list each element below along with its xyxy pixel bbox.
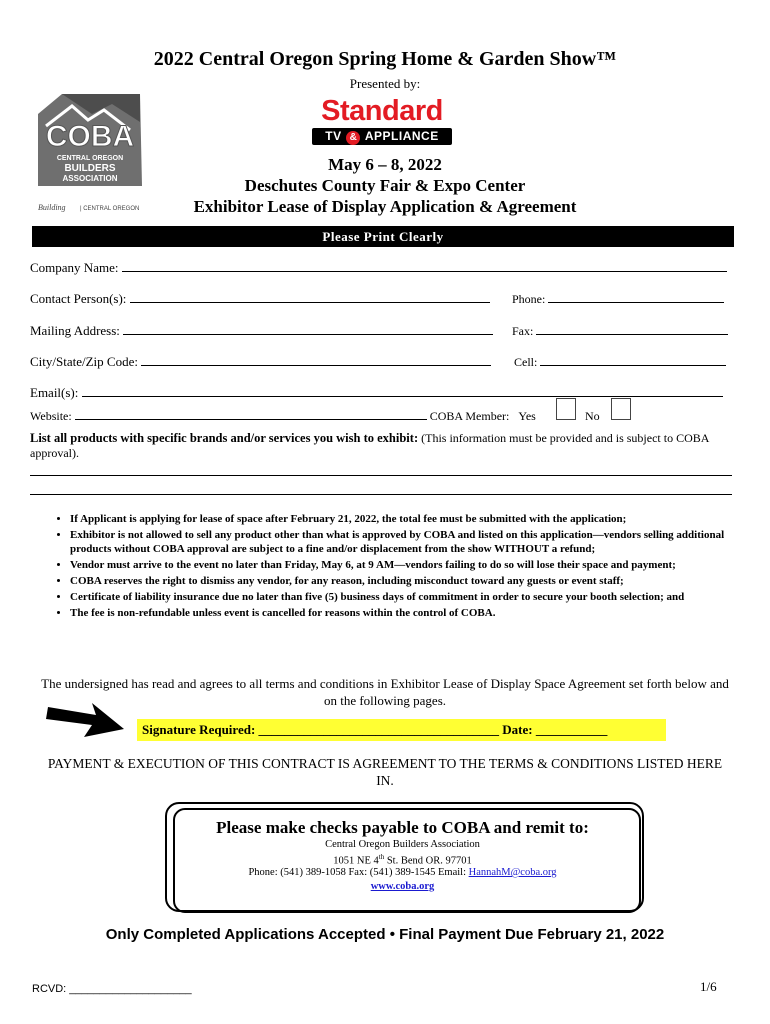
svg-text:| CENTRAL OREGON: | CENTRAL OREGON: [80, 206, 140, 212]
mailing-row: [30, 323, 493, 339]
term-item: • The fee is non-refundable unless event is cancelled for reasons within the control of COBA.: [70, 606, 738, 621]
products-line-2[interactable]: [30, 494, 732, 495]
address-city: St. Bend OR. 97701: [384, 855, 472, 867]
fax-row: [512, 323, 728, 339]
coba-member-label: COBA Member:: [429, 409, 510, 423]
remit-email-link[interactable]: HannahM@coba.org: [468, 867, 557, 878]
standard-tv-appliance-logo: [308, 96, 456, 145]
company-name-label: Company Name:: [30, 260, 119, 275]
member-no-label: No: [585, 409, 600, 423]
phone-field[interactable]: [548, 291, 724, 303]
standard-wordmark: Standard: [321, 95, 443, 127]
arrow-right-icon: [46, 693, 126, 743]
page-number: 1/6: [700, 979, 717, 994]
products-heading: List all products with specific brands and/or services you wish to exhibit:: [30, 431, 419, 445]
presented-by: Presented by:: [349, 76, 421, 91]
address-suffix: th: [378, 853, 385, 861]
signature-row: [137, 719, 666, 741]
website-field[interactable]: [75, 408, 427, 420]
member-yes-checkbox[interactable]: [556, 398, 576, 420]
appliance-text: APPLIANCE: [364, 129, 439, 143]
city-row: [30, 354, 491, 370]
payment-notice: PAYMENT & EXECUTION OF THIS CONTRACT IS AGREEMENT TO THE TERMS & CONDITIONS LISTED HERE IN.: [47, 756, 723, 788]
remit-title: Please make checks payable to COBA and remit to:: [216, 818, 589, 837]
remit-contact: [165, 867, 640, 878]
products-note: (This information must be provided and is subject to COBA approval).: [30, 431, 709, 460]
svg-text:COBA: COBA: [45, 120, 135, 153]
phone-row: [512, 291, 724, 307]
city-field[interactable]: [141, 354, 491, 366]
signature-field[interactable]: _____________________________________: [258, 722, 500, 737]
fax-label: Fax:: [512, 324, 534, 338]
member-no-checkbox[interactable]: [611, 398, 631, 420]
print-clearly-bar: Please Print Clearly: [32, 226, 734, 247]
city-label: City/State/Zip Code:: [30, 354, 138, 369]
term-item: • Certificate of liability insurance due no later than five (5) business days of commitment in order to secure your booth selection; and: [70, 590, 738, 605]
website-link[interactable]: www.coba.org: [370, 881, 435, 892]
company-name-field[interactable]: [122, 260, 727, 272]
remit-web: [165, 881, 640, 892]
svg-text:ASSOCIATION: ASSOCIATION: [62, 174, 118, 183]
final-notice: Only Completed Applications Accepted • Final Payment Due February 21, 2022: [105, 926, 665, 943]
term-item: • Vendor must arrive to the event no later than Friday, May 6, at 9 AM—vendors failing to do so will lose their space and payment;: [70, 558, 738, 573]
date-field[interactable]: ___________: [535, 722, 608, 737]
contact-label: Contact Person(s):: [30, 291, 127, 306]
event-venue: Deschutes County Fair & Expo Center: [244, 176, 526, 195]
products-instructions: [30, 431, 735, 461]
agreement-text: The undersigned has read and agrees to all terms and conditions in Exhibitor Lease of Display Space Agreement set forth below and on the following pages.: [41, 676, 729, 708]
coba-line1: CENTRAL OREGON: [56, 155, 124, 162]
term-item: • COBA reserves the right to dismiss any vendor, for any reason, including misconduct toward any guests or event staff;: [70, 574, 738, 589]
cell-field[interactable]: [540, 354, 726, 366]
term-item: • If Applicant is applying for lease of space after February 21, 2022, the total fee must be submitted with the application;: [70, 512, 738, 527]
cell-label: Cell:: [514, 355, 538, 369]
page-title: 2022 Central Oregon Spring Home & Garden Show™: [153, 48, 617, 70]
mailing-field[interactable]: [123, 323, 493, 335]
date-label: Date:: [499, 722, 536, 737]
tv-text: TV: [325, 129, 342, 143]
cell-row: [514, 354, 726, 370]
document-title: Exhibitor Lease of Display Application & Agreement: [193, 197, 577, 216]
contact-row: [30, 291, 490, 307]
remit-org: Central Oregon Builders Association: [325, 839, 480, 850]
contact-field[interactable]: [130, 291, 490, 303]
event-dates: May 6 – 8, 2022: [328, 155, 442, 174]
member-yes-label: Yes: [518, 409, 536, 423]
terms-list: [48, 512, 738, 622]
tv-appliance-bar: [312, 128, 452, 145]
svg-text:BUILDERS: BUILDERS: [64, 163, 116, 174]
phone-label: Phone:: [512, 292, 546, 306]
rcvd-field[interactable]: RCVD: ____________________: [32, 983, 192, 995]
email-label: Email(s):: [30, 385, 79, 400]
address-street: 1051 NE 4: [333, 855, 379, 867]
term-item: • Exhibitor is not allowed to sell any product other than what is approved by COBA and listed on this application—vendors selling additional products without COBA approval are subject to a fine and/or displacement from the show WITHOUT a refund;: [70, 528, 738, 557]
products-line-1[interactable]: [30, 475, 732, 476]
ampersand-badge: &: [346, 131, 360, 145]
website-label: Website:: [30, 409, 72, 423]
remit-address: [165, 853, 640, 867]
website-row: [30, 408, 536, 424]
company-name-row: [30, 260, 727, 276]
fax-field[interactable]: [536, 323, 728, 335]
svg-text:Building: Building: [38, 203, 66, 212]
signature-label: Signature Required:: [142, 722, 259, 737]
remit-phone-fax: Phone: (541) 389-1058 Fax: (541) 389-1545 Email:: [248, 867, 469, 878]
mailing-label: Mailing Address:: [30, 323, 120, 338]
email-field[interactable]: [82, 385, 723, 397]
